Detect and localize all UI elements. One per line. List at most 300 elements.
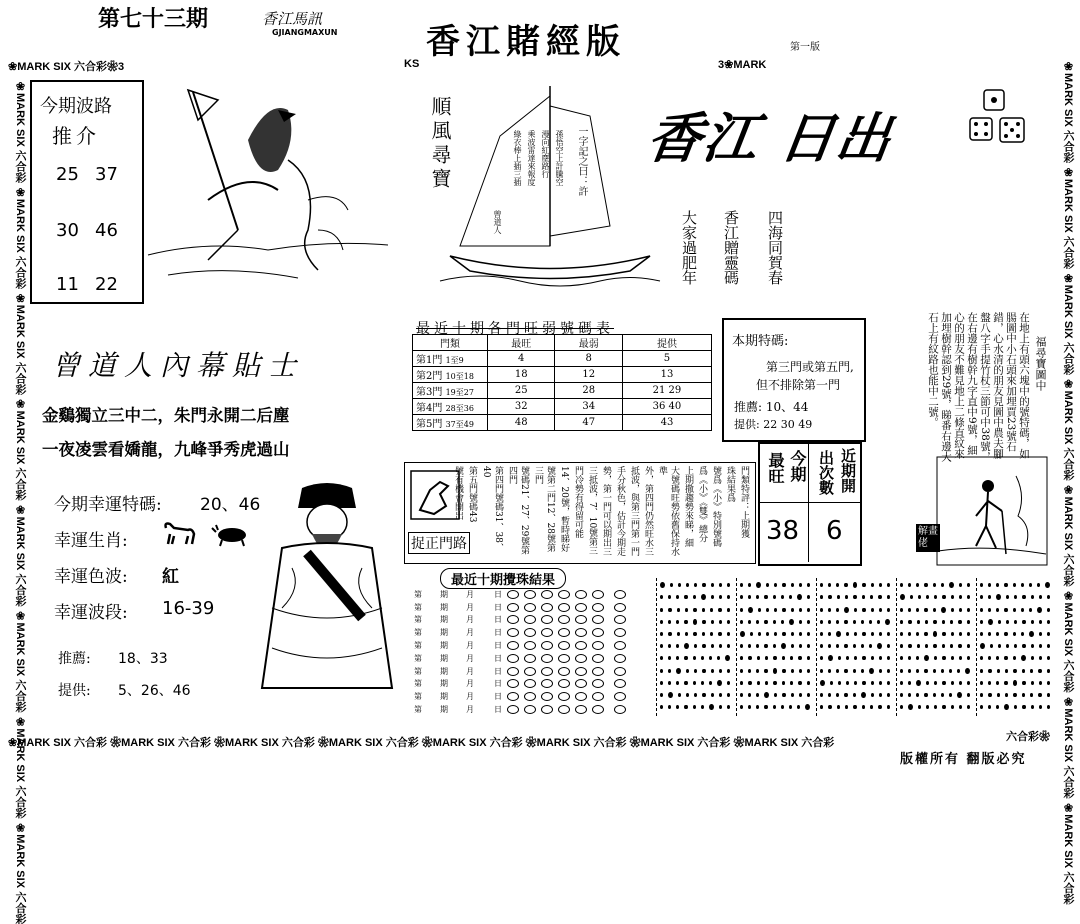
dot-row: [900, 690, 970, 700]
dot-mark: [1029, 631, 1034, 637]
dot-mark: [1022, 595, 1025, 599]
dot-mark: [694, 644, 697, 648]
dot-mark: [934, 681, 937, 685]
dot-row: [980, 702, 1050, 712]
boat-illustration: [440, 76, 660, 291]
dot-mark: [807, 632, 810, 636]
dot-mark: [918, 705, 921, 709]
dot-mark: [750, 632, 753, 636]
gate-name: 第4門: [416, 403, 443, 414]
dot-mark: [1039, 620, 1042, 624]
dot-mark: [990, 644, 993, 648]
result-ball-slot: [541, 705, 553, 714]
dot-row: [660, 629, 730, 639]
dot-row: [980, 580, 1050, 590]
dot-mark: [799, 669, 802, 673]
dot-row: [820, 678, 890, 688]
dot-mark: [709, 704, 714, 710]
dot-mark: [766, 632, 769, 636]
gate-name: 第1門: [416, 355, 443, 366]
gate-name: 第2門: [416, 371, 443, 382]
dot-mark: [1038, 693, 1041, 697]
dot-mark: [1030, 693, 1033, 697]
dot-mark: [702, 632, 705, 636]
result-ball-slot: [507, 679, 519, 688]
result-row-label: 期: [440, 589, 448, 599]
result-ball-slot: [507, 628, 519, 637]
dot-mark: [1031, 681, 1034, 685]
dot-row: [740, 592, 810, 602]
dot-mark: [718, 632, 721, 636]
analysis-col: 號碼21、27、29號第四門: [507, 466, 529, 555]
result-ball-slot: [592, 641, 604, 650]
result-ball-slot: [524, 705, 536, 714]
dot-mark: [844, 669, 847, 673]
analysis-col: 外，第四門仍然旺水三: [643, 466, 653, 556]
dot-row: [980, 629, 1050, 639]
lucky-color-label: 幸運色波:: [54, 567, 128, 587]
top-mid-strip-right: 3❀MARK: [718, 59, 767, 71]
result-row-label: 日: [494, 602, 502, 612]
dot-mark: [764, 620, 767, 624]
analysis-col: 抵波，與第三門第一門: [629, 466, 639, 556]
boat-title: 順風尋寶: [428, 96, 452, 192]
dot-mark: [782, 669, 785, 673]
dot-mark: [885, 619, 890, 625]
gate-range: 19至27: [445, 388, 474, 397]
result-ball-slot: [524, 590, 536, 599]
dot-mark: [740, 583, 743, 587]
result-row-label: 日: [494, 589, 502, 599]
dot-mark: [967, 608, 970, 612]
dot-mark: [996, 608, 999, 612]
sail-poem-line: 孫悟空上計騰空: [555, 130, 564, 186]
dot-mark: [668, 656, 671, 660]
dot-mark: [988, 669, 991, 673]
dice-icon: [968, 88, 1030, 150]
dot-mark: [756, 595, 759, 599]
dot-mark: [668, 608, 671, 612]
dot-mark: [844, 644, 847, 648]
result-ball-slot: [541, 590, 553, 599]
dot-mark: [844, 693, 847, 697]
dot-mark: [887, 656, 890, 660]
dot-mark: [781, 620, 784, 624]
dot-mark: [727, 644, 730, 648]
dot-mark: [924, 608, 927, 612]
dot-mark: [1039, 656, 1042, 660]
dot-mark: [694, 669, 697, 673]
dot-mark: [836, 669, 839, 673]
dot-mark: [740, 693, 743, 697]
logo-text: 香江 日出: [643, 106, 897, 170]
dot-mark: [748, 705, 751, 709]
dot-mark: [764, 669, 767, 673]
dot-mark: [740, 656, 743, 660]
result-row-label: 第: [414, 589, 422, 599]
dot-mark: [908, 656, 911, 660]
dot-mark: [702, 608, 705, 612]
table-row: [413, 415, 712, 431]
dot-mark: [782, 608, 785, 612]
dot-mark: [836, 620, 839, 624]
result-ball-slot: [614, 603, 626, 612]
dot-mark: [1013, 583, 1016, 587]
analysis-col: 爲《小》《雙》總分: [697, 466, 707, 543]
dot-mark: [916, 656, 919, 660]
dot-mark: [871, 693, 874, 697]
dot-row: [980, 678, 1050, 688]
dot-mark: [765, 681, 768, 685]
result-ball-slot: [507, 705, 519, 714]
gate-range: 1至9: [445, 356, 464, 365]
dot-mark: [980, 681, 983, 685]
dot-mark: [740, 608, 743, 612]
dot-row: [980, 592, 1050, 602]
dot-mark: [916, 669, 919, 673]
result-row: [408, 614, 648, 627]
dot-mark: [996, 681, 999, 685]
dot-mark: [900, 669, 903, 673]
dot-mark: [782, 681, 785, 685]
dot-mark: [799, 644, 802, 648]
dot-mark: [958, 620, 961, 624]
dot-mark: [1045, 582, 1050, 588]
provide-cell: 43: [622, 415, 711, 431]
dot-mark: [879, 669, 882, 673]
hot-cell: 48: [488, 415, 555, 431]
dot-mark: [740, 644, 743, 648]
dot-mark: [924, 655, 929, 661]
dot-mark: [748, 693, 751, 697]
dot-column: [736, 578, 810, 716]
dot-column: [976, 578, 1050, 716]
dot-mark: [782, 583, 785, 587]
dot-mark: [844, 607, 849, 613]
dot-mark: [941, 607, 946, 613]
dot-mark: [807, 656, 810, 660]
dot-mark: [1014, 705, 1017, 709]
result-ball-slot: [524, 667, 536, 676]
dot-mark: [660, 644, 663, 648]
dot-mark: [719, 669, 722, 673]
dot-mark: [711, 595, 714, 599]
dot-mark: [668, 644, 671, 648]
dot-mark: [774, 583, 777, 587]
special-line: 但不排除第一門: [756, 378, 841, 392]
dot-mark: [910, 595, 913, 599]
result-row: [408, 703, 648, 716]
dot-mark: [740, 631, 745, 637]
dot-mark: [791, 693, 794, 697]
dot-row: [900, 580, 970, 590]
dot-mark: [791, 644, 794, 648]
dot-mark: [900, 608, 903, 612]
dot-mark: [942, 595, 945, 599]
dot-mark: [668, 595, 671, 599]
dot-mark: [1013, 680, 1018, 686]
dot-mark: [846, 632, 849, 636]
dot-mark: [951, 608, 954, 612]
dot-row: [740, 605, 810, 615]
dot-mark: [799, 693, 802, 697]
dot-mark: [828, 620, 831, 624]
dot-mark: [869, 668, 874, 674]
dot-mark: [869, 644, 872, 648]
result-row-label: 日: [494, 615, 502, 625]
result-ball-slot: [614, 628, 626, 637]
result-row-label: 期: [440, 602, 448, 612]
result-ball-slot: [592, 603, 604, 612]
dot-mark: [684, 656, 687, 660]
dot-mark: [933, 631, 938, 637]
weak-cell: 12: [555, 367, 622, 383]
dot-mark: [1006, 644, 1009, 648]
dot-mark: [781, 705, 784, 709]
dot-mark: [828, 655, 833, 661]
dot-mark: [773, 656, 776, 660]
tips-title: 曾道人內幕貼士: [52, 349, 305, 382]
dot-mark: [693, 619, 698, 625]
dot-mark: [668, 632, 671, 636]
dot-mark: [1039, 644, 1042, 648]
ox-icon: [212, 524, 250, 546]
dot-mark: [676, 705, 679, 709]
count-value: 6: [826, 516, 843, 546]
dot-mark: [684, 705, 687, 709]
dot-mark: [1037, 607, 1042, 613]
hot-cell: 18: [488, 367, 555, 383]
dot-mark: [862, 632, 865, 636]
result-row-label: 期: [440, 653, 448, 663]
dot-mark: [959, 681, 962, 685]
dot-mark: [719, 693, 722, 697]
results-grid: [408, 588, 648, 716]
dot-mark: [764, 595, 767, 599]
dot-mark: [950, 620, 953, 624]
dot-mark: [1021, 608, 1024, 612]
lucky-color-value: 紅: [162, 567, 179, 587]
result-ball-slot: [524, 628, 536, 637]
dot-mark: [980, 583, 983, 587]
dot-mark: [1047, 681, 1050, 685]
dot-mark: [828, 583, 831, 587]
dot-mark: [869, 620, 872, 624]
dot-row: [660, 605, 730, 615]
dot-mark: [854, 656, 857, 660]
dot-mark: [820, 608, 823, 612]
dot-mark: [871, 583, 874, 587]
dot-mark: [879, 656, 882, 660]
dot-mark: [879, 583, 882, 587]
dot-mark: [900, 705, 903, 709]
dot-mark: [887, 608, 890, 612]
dot-mark: [790, 656, 793, 660]
result-row: [408, 626, 648, 639]
dot-mark: [988, 619, 993, 625]
dot-mark: [942, 632, 945, 636]
dot-row: [660, 592, 730, 602]
dot-mark: [748, 595, 751, 599]
analysis-col: 珠結果爲: [725, 466, 735, 502]
dot-mark: [908, 632, 911, 636]
dot-row: [740, 641, 810, 651]
dot-row: [740, 580, 810, 590]
dot-mark: [980, 595, 983, 599]
dot-mark: [740, 620, 743, 624]
dot-mark: [828, 644, 831, 648]
dot-mark: [1013, 693, 1016, 697]
dot-mark: [748, 620, 751, 624]
result-row-label: 第: [414, 679, 422, 689]
dot-grid: [656, 578, 1050, 718]
dot-mark: [727, 693, 730, 697]
dot-mark: [933, 620, 936, 624]
dot-mark: [958, 644, 961, 648]
dot-mark: [820, 680, 825, 686]
dot-mark: [693, 656, 696, 660]
dot-mark: [1005, 669, 1008, 673]
dot-mark: [668, 692, 673, 698]
dot-mark: [765, 656, 768, 660]
result-row: [408, 639, 648, 652]
dot-mark: [926, 681, 929, 685]
result-row-label: 月: [466, 602, 474, 612]
provide-cell: 36 40: [622, 399, 711, 415]
dot-mark: [916, 632, 919, 636]
gate-label: 捉正門路: [408, 532, 470, 554]
dot-mark: [764, 644, 767, 648]
result-row-label: 第: [414, 653, 422, 663]
lucky-zodiac-label: 幸運生肖:: [54, 531, 128, 551]
provide-value: 5、26、46: [118, 683, 191, 699]
brand-latin: GJIANGMAXUN: [272, 28, 338, 37]
dot-mark: [846, 681, 849, 685]
result-ball-slot: [592, 679, 604, 688]
right-border-strip: ❀MARK SIX 六合彩 ❀MARK SIX 六合彩 ❀MARK SIX 六合彩 ❀MARK SIX 六合彩 ❀MARK SIX 六合彩 ❀MARK SIX 六合彩 ❀MARK SIX 六合彩 ❀MARK SIX 六合彩: [1062, 60, 1074, 905]
dot-mark: [838, 681, 841, 685]
dot-mark: [908, 644, 911, 648]
dot-mark: [676, 644, 679, 648]
tips-poem: 一夜凌雲看嬌龍，九峰爭秀虎過山: [42, 440, 290, 459]
result-row-label: 日: [494, 641, 502, 651]
dot-mark: [967, 656, 970, 660]
dot-mark: [807, 693, 810, 697]
result-row-label: 期: [440, 705, 448, 715]
dot-column: [896, 578, 970, 716]
dot-mark: [757, 656, 760, 660]
dot-column: [816, 578, 890, 716]
dot-mark: [711, 669, 714, 673]
result-ball-slot: [614, 615, 626, 624]
table-row: [413, 383, 712, 399]
result-row-label: 日: [494, 705, 502, 715]
dot-mark: [967, 632, 970, 636]
dot-mark: [951, 595, 954, 599]
recent-label: 近期開: [839, 448, 857, 493]
result-ball-slot: [575, 654, 587, 663]
result-row: [408, 678, 648, 691]
dot-row: [740, 702, 810, 712]
dot-mark: [820, 595, 823, 599]
dot-mark: [862, 583, 865, 587]
result-row-label: 日: [494, 666, 502, 676]
gate-range: 10至18: [445, 372, 474, 381]
dot-mark: [836, 644, 839, 648]
dot-row: [740, 678, 810, 688]
dot-mark: [924, 693, 927, 697]
dot-mark: [1004, 608, 1007, 612]
dot-mark: [917, 620, 920, 624]
dot-mark: [879, 608, 882, 612]
dot-mark: [877, 620, 880, 624]
dot-mark: [798, 681, 801, 685]
dot-mark: [879, 632, 882, 636]
result-ball-slot: [507, 603, 519, 612]
result-row-label: 日: [494, 692, 502, 702]
weak-cell: 47: [555, 415, 622, 431]
dot-mark: [719, 705, 722, 709]
dot-mark: [836, 631, 841, 637]
dot-mark: [797, 594, 802, 600]
analysis-col: 14、20號，暫時睇好: [559, 466, 569, 552]
dot-mark: [1022, 669, 1025, 673]
dot-mark: [1039, 632, 1042, 636]
result-ball-slot: [558, 705, 570, 714]
dot-mark: [1047, 644, 1050, 648]
dot-mark: [996, 705, 999, 709]
result-row: [408, 665, 648, 678]
result-row-label: 期: [440, 615, 448, 625]
dot-row: [820, 629, 890, 639]
dot-row: [900, 666, 970, 676]
dot-mark: [719, 620, 722, 624]
result-ball-slot: [558, 654, 570, 663]
hint-heading: 福尋寶圖中: [1034, 336, 1047, 391]
dot-mark: [997, 669, 1000, 673]
dot-mark: [854, 681, 857, 685]
this-label: 今期: [788, 450, 807, 482]
dot-row: [820, 580, 890, 590]
result-ball-slot: [592, 590, 604, 599]
dot-mark: [967, 595, 970, 599]
dot-row: [740, 617, 810, 627]
dot-mark: [959, 705, 962, 709]
dot-mark: [980, 656, 983, 660]
dot-mark: [951, 656, 954, 660]
dot-mark: [676, 656, 679, 660]
result-ball-slot: [541, 679, 553, 688]
dot-mark: [1004, 583, 1007, 587]
dot-mark: [790, 681, 793, 685]
dot-mark: [941, 583, 944, 587]
dot-mark: [900, 693, 903, 697]
result-row-label: 第: [414, 602, 422, 612]
dot-row: [900, 678, 970, 688]
dot-mark: [727, 669, 730, 673]
dot-mark: [764, 705, 767, 709]
result-ball-slot: [558, 679, 570, 688]
dot-row: [900, 617, 970, 627]
dot-mark: [668, 705, 671, 709]
dot-mark: [1039, 705, 1042, 709]
dot-mark: [862, 681, 865, 685]
dot-mark: [774, 693, 777, 697]
dot-mark: [908, 669, 911, 673]
wave-subtitle: 推介: [52, 124, 100, 148]
dot-mark: [685, 608, 688, 612]
dot-mark: [861, 620, 864, 624]
